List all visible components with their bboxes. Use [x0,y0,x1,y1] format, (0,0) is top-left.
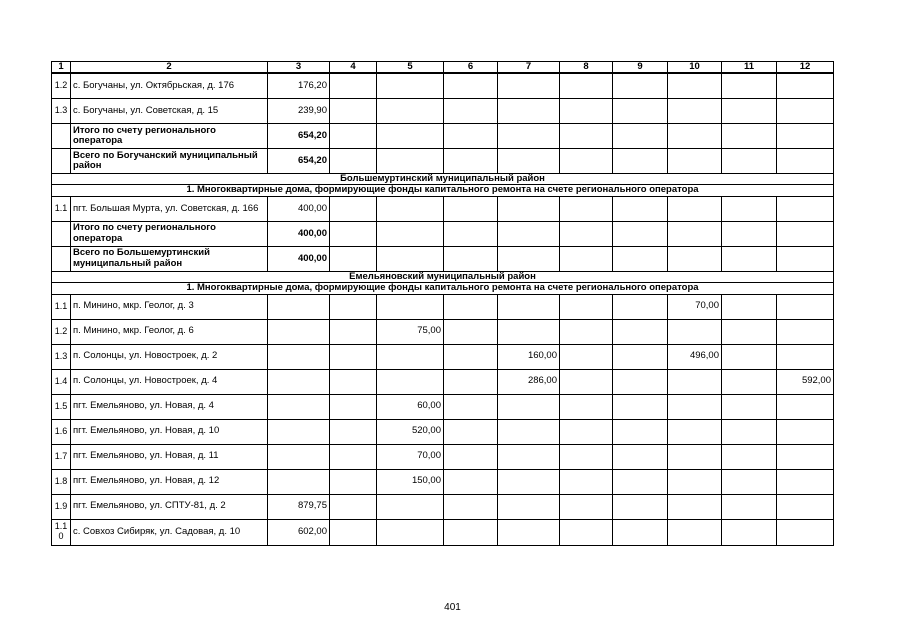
value-cell [377,148,444,173]
value-cell [560,519,613,545]
value-cell [377,369,444,394]
address-cell: пгт. Емельяново, ул. Новая, д. 10 [71,419,268,444]
value-cell [498,148,560,173]
value-cell [668,369,722,394]
row-number: 1.3 [52,344,71,369]
address-cell: пгт. Емельяново, ул. СПТУ-81, д. 2 [71,494,268,519]
table-row [52,344,834,369]
value-cell [668,469,722,494]
value-cell: 286,00 [498,369,560,394]
value-cell [722,394,777,419]
value-cell [722,444,777,469]
address-cell: п. Солонцы, ул. Новостроек, д. 4 [71,369,268,394]
value-cell [498,494,560,519]
value-cell [330,469,377,494]
value-cell [444,73,498,98]
value-cell [444,519,498,545]
value-cell [777,444,834,469]
value-cell [330,519,377,545]
value-cell [498,419,560,444]
value-cell [268,344,330,369]
value-cell [444,419,498,444]
value-cell [498,73,560,98]
value-cell [330,394,377,419]
value-cell [330,246,377,271]
section-heading: Емельяновский муниципальный район [52,271,834,282]
column-header: 6 [444,62,498,74]
value-cell [613,221,668,246]
value-cell [777,221,834,246]
value-cell [722,344,777,369]
value-cell [377,494,444,519]
value-cell [498,519,560,545]
section-heading: Большемуртинский муниципальный район [52,173,834,184]
value-cell: 160,00 [498,344,560,369]
row-number: 1.3 [52,98,71,123]
value-cell [777,469,834,494]
value-cell [777,148,834,173]
value-cell [330,294,377,319]
value-cell [268,394,330,419]
value-cell [613,294,668,319]
address-cell: пгт. Емельяново, ул. Новая, д. 4 [71,394,268,419]
value-cell [777,344,834,369]
value-cell [330,444,377,469]
section-heading: 1. Многоквартирные дома, формирующие фонды капитального ремонта на счете регионального оператора [52,185,834,196]
value-cell [777,196,834,221]
row-number [52,123,71,148]
column-header: 4 [330,62,377,74]
value-cell: 400,00 [268,246,330,271]
table-row [52,369,834,394]
page-number: 401 [444,602,461,613]
value-cell: 654,20 [268,148,330,173]
value-cell [613,394,668,419]
value-cell [330,419,377,444]
value-cell [498,98,560,123]
value-cell [560,394,613,419]
value-cell [330,494,377,519]
value-cell [560,444,613,469]
table-row [52,419,834,444]
value-cell [613,196,668,221]
value-cell: 879,75 [268,494,330,519]
address-cell: пгт. Емельяново, ул. Новая, д. 12 [71,469,268,494]
value-cell [613,344,668,369]
total-label: Итого по счету регионального оператора [71,123,268,148]
row-number: 1.1 [52,294,71,319]
row-number: 1.2 [52,73,71,98]
value-cell [444,394,498,419]
value-cell: 654,20 [268,123,330,148]
value-cell [377,246,444,271]
section-heading-row [52,173,834,184]
address-cell: с. Совхоз Сибиряк, ул. Садовая, д. 10 [71,519,268,545]
value-cell [498,444,560,469]
value-cell [722,221,777,246]
value-cell [722,419,777,444]
value-cell: 400,00 [268,221,330,246]
value-cell: 602,00 [268,519,330,545]
table-row [52,98,834,123]
column-header: 9 [613,62,668,74]
value-cell [444,444,498,469]
address-cell: п. Минино, мкр. Геолог, д. 3 [71,294,268,319]
value-cell [668,394,722,419]
value-cell [268,444,330,469]
column-header: 1 [52,62,71,74]
value-cell [668,494,722,519]
value-cell [722,294,777,319]
value-cell [777,494,834,519]
value-cell [377,98,444,123]
value-cell [668,419,722,444]
value-cell [330,221,377,246]
value-cell [613,73,668,98]
value-cell: 60,00 [377,394,444,419]
value-cell: 70,00 [377,444,444,469]
value-cell [330,73,377,98]
value-cell [498,221,560,246]
row-number: 1.7 [52,444,71,469]
value-cell [444,369,498,394]
value-cell [668,98,722,123]
table-row [52,394,834,419]
value-cell [268,419,330,444]
value-cell [668,73,722,98]
column-header: 7 [498,62,560,74]
value-cell [560,294,613,319]
value-cell [377,73,444,98]
value-cell: 176,20 [268,73,330,98]
value-cell [668,196,722,221]
value-cell: 70,00 [668,294,722,319]
column-header: 8 [560,62,613,74]
value-cell [560,123,613,148]
value-cell [613,246,668,271]
value-cell [613,319,668,344]
value-cell [498,394,560,419]
section-heading-row [52,271,834,282]
value-cell [560,196,613,221]
value-cell: 239,90 [268,98,330,123]
value-cell [268,369,330,394]
total-row [52,246,834,271]
table-row [52,196,834,221]
address-cell: п. Минино, мкр. Геолог, д. 6 [71,319,268,344]
column-header: 11 [722,62,777,74]
value-cell [722,196,777,221]
value-cell [444,246,498,271]
value-cell [444,319,498,344]
row-number: 1.2 [52,319,71,344]
value-cell: 75,00 [377,319,444,344]
value-cell [498,319,560,344]
value-cell: 400,00 [268,196,330,221]
value-cell [777,319,834,344]
value-cell: 150,00 [377,469,444,494]
value-cell [330,369,377,394]
value-cell [560,98,613,123]
table-body [52,62,834,546]
address-cell: пгт. Емельяново, ул. Новая, д. 11 [71,444,268,469]
value-cell [668,246,722,271]
value-cell [498,469,560,494]
value-cell [722,246,777,271]
value-cell: 592,00 [777,369,834,394]
value-cell [722,148,777,173]
value-cell [613,494,668,519]
row-number: 1.6 [52,419,71,444]
value-cell [377,294,444,319]
value-cell [613,469,668,494]
column-header-row [52,62,834,74]
value-cell [377,196,444,221]
value-cell [330,344,377,369]
value-cell [330,319,377,344]
column-header: 3 [268,62,330,74]
value-cell [268,319,330,344]
total-label: Всего по Богучанский муниципальный район [71,148,268,173]
value-cell [444,344,498,369]
value-cell [498,294,560,319]
table-row [52,294,834,319]
value-cell [444,148,498,173]
table-row [52,519,834,545]
value-cell [722,369,777,394]
value-cell [444,221,498,246]
value-cell [560,246,613,271]
value-cell [668,444,722,469]
column-header: 2 [71,62,268,74]
value-cell [668,319,722,344]
row-number [52,246,71,271]
value-cell [330,98,377,123]
value-cell [722,494,777,519]
value-cell [377,221,444,246]
value-cell [560,419,613,444]
value-cell [668,221,722,246]
value-cell [268,469,330,494]
row-number [52,221,71,246]
address-cell: с. Богучаны, ул. Советская, д. 15 [71,98,268,123]
value-cell [560,73,613,98]
value-cell [722,319,777,344]
value-cell [613,98,668,123]
value-cell [722,519,777,545]
value-cell [444,294,498,319]
value-cell [560,494,613,519]
value-cell [722,98,777,123]
row-number [52,148,71,173]
value-cell [560,148,613,173]
row-number: 1.4 [52,369,71,394]
value-cell [722,73,777,98]
value-cell [498,123,560,148]
value-cell [777,73,834,98]
value-cell [777,123,834,148]
value-cell [777,98,834,123]
table-row [52,73,834,98]
row-number: 1.1 [52,196,71,221]
value-cell [613,519,668,545]
capital-repair-table [51,61,834,546]
section-heading-row [52,283,834,294]
column-header: 5 [377,62,444,74]
value-cell [668,123,722,148]
value-cell [722,469,777,494]
value-cell [777,419,834,444]
value-cell [613,419,668,444]
table-row [52,319,834,344]
section-heading: 1. Многоквартирные дома, формирующие фонды капитального ремонта на счете регионального оператора [52,283,834,294]
value-cell [560,319,613,344]
value-cell [444,123,498,148]
value-cell [613,148,668,173]
total-label: Всего по Большемуртинский муниципальный район [71,246,268,271]
value-cell [498,196,560,221]
value-cell [613,369,668,394]
total-row [52,123,834,148]
value-cell: 496,00 [668,344,722,369]
value-cell [377,519,444,545]
value-cell [444,469,498,494]
value-cell [777,294,834,319]
value-cell [330,148,377,173]
value-cell [777,246,834,271]
value-cell [330,123,377,148]
row-number: 1.9 [52,494,71,519]
total-row [52,221,834,246]
value-cell [668,148,722,173]
value-cell [560,369,613,394]
total-row [52,148,834,173]
section-heading-row [52,185,834,196]
column-header: 10 [668,62,722,74]
column-header: 12 [777,62,834,74]
value-cell [444,196,498,221]
value-cell [777,394,834,419]
table-row [52,469,834,494]
total-label: Итого по счету регионального оператора [71,221,268,246]
row-number: 1.8 [52,469,71,494]
address-cell: с. Богучаны, ул. Октябрьская, д. 176 [71,73,268,98]
value-cell [560,469,613,494]
value-cell [377,123,444,148]
value-cell [498,246,560,271]
value-cell [268,294,330,319]
value-cell [377,344,444,369]
row-number: 1.5 [52,394,71,419]
value-cell [722,123,777,148]
value-cell [668,519,722,545]
value-cell [560,221,613,246]
value-cell [777,519,834,545]
table-row [52,494,834,519]
value-cell [560,344,613,369]
address-cell: п. Солонцы, ул. Новостроек, д. 2 [71,344,268,369]
value-cell [330,196,377,221]
value-cell [444,98,498,123]
table-row [52,444,834,469]
address-cell: пгт. Большая Мурта, ул. Советская, д. 166 [71,196,268,221]
value-cell [444,494,498,519]
row-number: 1.1 0 [52,519,71,545]
value-cell [613,444,668,469]
value-cell: 520,00 [377,419,444,444]
value-cell [613,123,668,148]
